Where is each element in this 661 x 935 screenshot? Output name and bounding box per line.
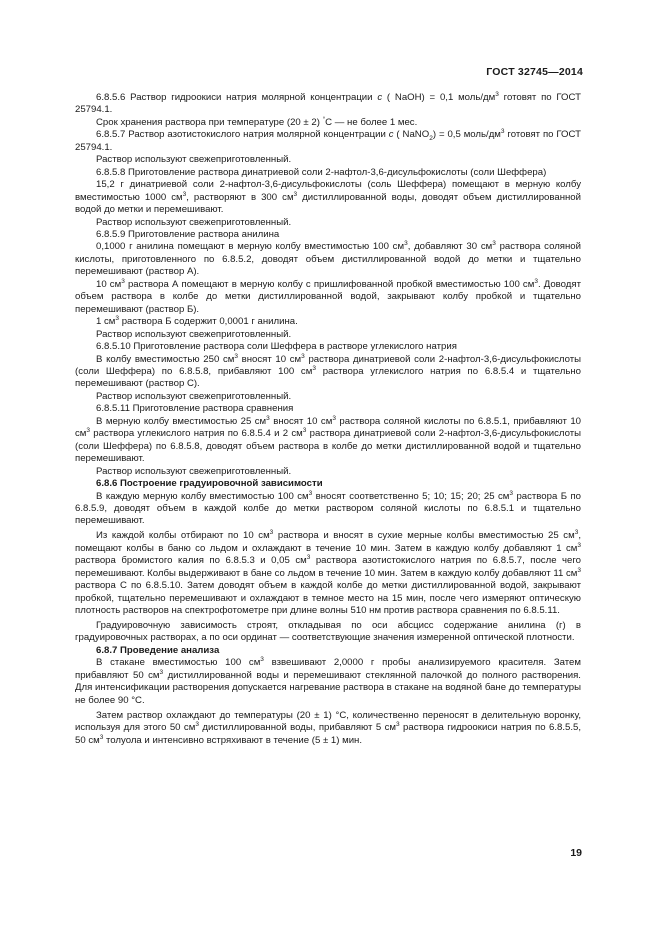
paragraph: 6.8.5.10 Приготовление раствора соли Шеффера в растворе углекислого натрия — [96, 341, 457, 353]
paragraph: Раствор используют свежеприготовленный. — [96, 390, 292, 402]
section-heading: 6.8.7 Проведение анализа — [96, 644, 220, 656]
paragraph: В каждую мерную колбу вместимостью 100 $см^3$ вносят соответственно 5; 10; 15; 20; 25 $см^3$ раствора Б по 6.8.5.9, доводят объем в каждой колбе до метки раствором соляной кислоты по 6.8.5.1 и тщательно перемешивают. — [75, 489, 581, 527]
paragraph: В колбу вместимостью 250 $см^3$ вносят 10 $см^3$ раствора динатриевой соли 2-нафтол-3,6-дисульфокислоты (соли Шеффера) по 6.8.5.8, прибавляют 100 $см^3$ раствора углекислого натрия по 6.8.5.4 и тщательно перемешивают (раствор С). — [75, 352, 582, 390]
document-body — [75, 92, 581, 747]
paragraph: Раствор используют свежеприготовленный. — [96, 154, 292, 166]
paragraph: В стакане вместимостью 100 $см^3$ взвешивают 2,0000 г пробы анализируемого красителя. Затем прибавляют 50 $см^3$ дистиллированной воды и перемешивают стеклянной палочкой до полного растворения. Для интенсификации растворения допускается нагревание раствора в стакане на водяной бане до температуры не более 90 °С. — [75, 656, 581, 706]
paragraph: Из каждой колбы отбирают по 10 $см^3$ раствора и вносят в сухие мерные колбы вместимостью 25 $см^3$, помещают колбы в баню со льдом и охлаждают в течение 10 мин. Затем в каждую колбу добавляют 1 $см^3$ раствора бромистого калия по 6.8.5.3 и 0,05 $см^3$ раствора азотистокислого натрия по 6.8.5.7, после чего перемешивают. Колбы выдерживают в бане со льдом в течение 10 мин. Затем в каждую колбу добавляют 11 $см^3$ раствора С по 6.8.5.10. Затем доводят объем в каждой колбе до метки дистиллированной водой, закрывают пробкой, тщательно перемешивают и охлаждают в темное место на 15 мин, после чего измеряют оптическую плотность растворов на спектрофотометре при длине волны 510 нм против раствора сравнения по 6.8.5.11. — [75, 529, 581, 617]
paragraph: 6.8.5.9 Приготовление раствора анилина — [96, 228, 280, 240]
paragraph: Градуировочную зависимость строят, откладывая по оси абсцисс содержание анилина (г) в градуировочных растворах, а по оси ординат — соответствующие значения измеренной оптической плотности. — [75, 620, 581, 644]
page-number: 19 — [570, 847, 582, 859]
paragraph: Срок хранения раствора при температуре (20 ± 2) °С — не более 1 мес. — [96, 115, 418, 128]
paragraph: Раствор используют свежеприготовленный. — [96, 328, 292, 340]
paragraph: 6.8.5.6 Раствор гидроокиси натрия молярной концентрации c ( NaOH) = 0,1 моль/$дм^3$ готовят по ГОСТ 25794.1. — [75, 90, 581, 116]
paragraph: Затем раствор охлаждают до температуры (20 ± 1) °С, количественно переносят в делительную воронку, используя для этого 50 $см^3$ дистиллированной воды, прибавляют 5 $см^3$ раствора гидроокиси натрия по 6.8.5.5, 50 $см^3$ толуола и интенсивно встряхивают в течение (5 ± 1) мин. — [75, 709, 581, 746]
paragraph: 15,2 г динатриевой соли 2-нафтол-3,6-дисульфокислоты (соль Шеффера) помещают в мерную колбу вместимостью 1000 $см^3$, растворяют в 300 $см^3$ дистиллированной воды, доводят объем дистиллированной водой до метки и перемешивают. — [75, 179, 582, 216]
paragraph: 10 $см^3$ раствора А помещают в мерную колбу с пришлифованной пробкой вместимостью 100 $см^3$. Доводят объем раствора в колбе до метки дистиллированной водой, закрывают колбу пробкой и тщательно перемешивают (раствор Б). — [75, 277, 581, 315]
paragraph: В мерную колбу вместимостью 25 $см^3$ вносят 10 $см^3$ раствора соляной кислоты по 6.8.5.1, прибавляют 10 $см^3$ раствора углекислого натрия по 6.8.5.4 и 2 $см^3$ раствора динатриевой соли 2-нафтол-3,6-дисульфокислоты (соли Шеффера) по 6.8.5.8, доводят объем раствора в колбе до метки дистиллированной водой и тщательно перемешивают. — [75, 414, 581, 465]
document-header: ГОСТ 32745—2014 — [486, 66, 583, 78]
section-heading: 6.8.6 Построение градуировочной зависимости — [96, 478, 323, 490]
paragraph: Раствор используют свежеприготовленный. — [96, 216, 292, 228]
paragraph: 6.8.5.11 Приготовление раствора сравнения — [96, 403, 294, 415]
paragraph: 0,1000 г анилина помещают в мерную колбу вместимостью 100 $см^3$, добавляют 30 $см^3$ раствора соляной кислоты, приготовленного по 6.8.5.2, доводят объем дистиллированной водой до метки и тщательно перемешивают (раствор А). — [75, 240, 581, 278]
paragraph: Раствор используют свежеприготовленный. — [96, 465, 292, 477]
paragraph: 6.8.5.8 Приготовление раствора динатриевой соли 2-нафтол-3,6-дисульфокислоты (соли Шеффера) — [96, 166, 547, 178]
paragraph: 6.8.5.7 Раствор азотистокислого натрия молярной концентрации c ( NaNO$_2$) = 0,5 моль/$дм^3$ готовят по ГОСТ 25794.1. — [75, 128, 581, 153]
paragraph: 1 $см^3$ раствора Б содержит 0,0001 г анилина. — [96, 314, 298, 328]
